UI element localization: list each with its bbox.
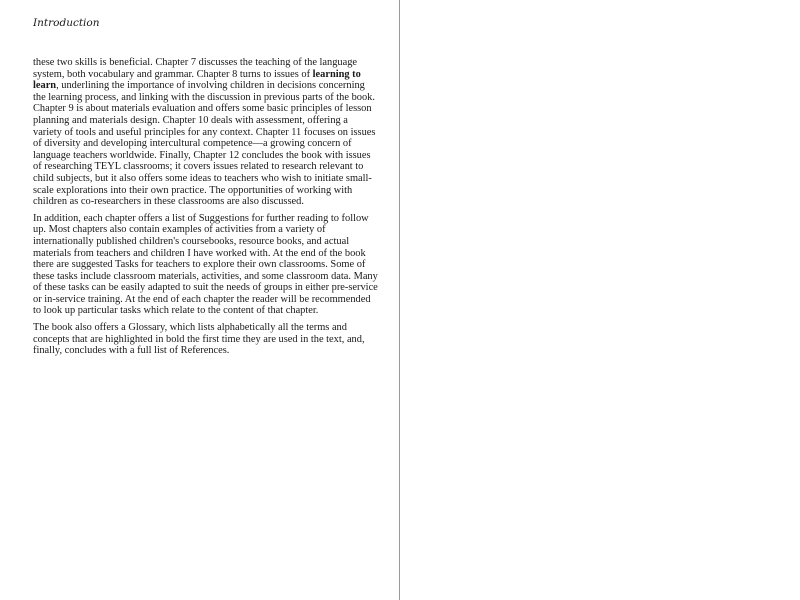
left-page [0,0,399,600]
text-segment: In addition, each chapter offers a list of Suggestions for further reading to follow up. Most chapters also contain examples of activities from a variety of internationally published children's coursebooks, resource books, and actual materials from teachers and children I have worked with. At the end of the book there are suggested Tasks for teachers to explore their own classrooms. Some of these tasks include classroom materials, activities, and some classroom data. Many of these tasks can be easily adapted to suit the needs of groups in either pre-service or in-service training. At the end of each chapter the reader will be recommended to look up particular tasks which relate to the content of that chapter. [33,212,378,317]
text-segment: these two skills is beneficial. Chapter 7 discusses the teaching of the language system, both vocabulary and grammar. Chapter 8 turns to issues of [33,57,358,80]
paragraph-2 [33,213,379,317]
running-head: Introduction [33,17,100,29]
glossary-term: learning to learn [33,68,361,92]
text-segment: The book also offers a Glossary, which lists alphabetically all the terms and concepts that are highlighted in bold the first time they are used in the text, and, finally, concludes with a full list of References. [33,322,365,357]
text-segment: , underlining the importance of involving children in decisions concerning the learning process, and linking with the discussion in previous parts of the book. Chapter 9 is about materials evaluation and offers some basic principles of lesson planning and materials design. Chapter 10 deals with assessment, offering a variety of tools and useful principles for any context. Chapter 11 focuses on issues of diversity and developing intercultural competence—a growing concern of language teachers worldwide. Finally, Chapter 12 concludes the book with issues of researching TEYL classrooms; it covers issues related to research relevant to child subjects, but it also offers some ideas to teachers who wish to initiate small-scale explorations into their own practice. The opportunities of working with children as co-researchers in these classrooms are also discussed. [33,80,376,208]
body-text [33,57,379,362]
paragraph-1 [33,57,379,208]
paragraph-3 [33,322,379,357]
right-page [400,0,800,600]
